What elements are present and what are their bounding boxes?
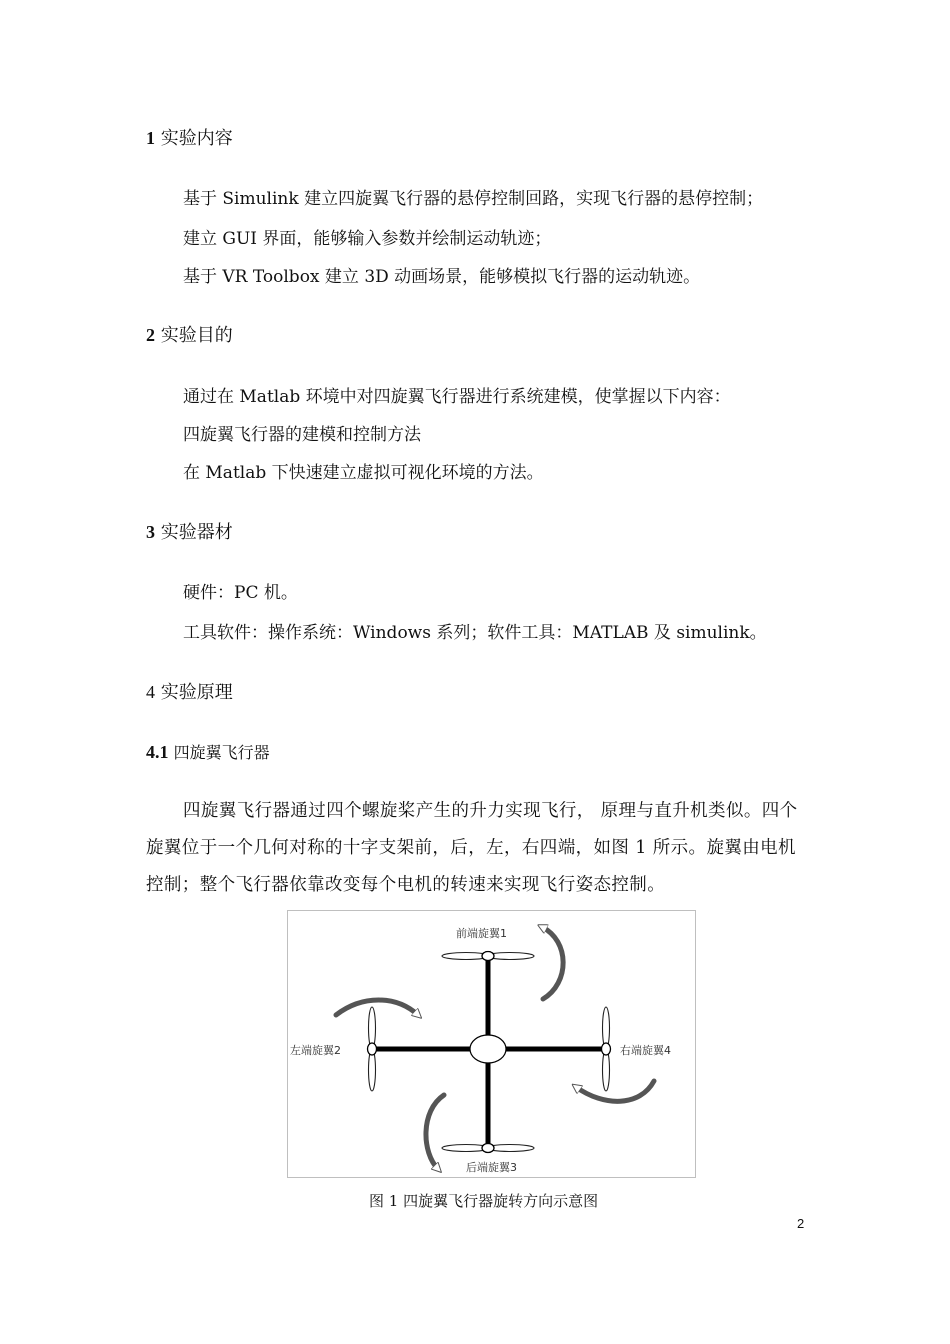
center-body bbox=[470, 1035, 506, 1063]
right-rotor bbox=[602, 1007, 611, 1091]
s2-line-3: 在 Matlab 下快速建立虚拟可视化环境的方法。 bbox=[183, 463, 544, 483]
section-3-title: 实验器材 bbox=[160, 522, 233, 543]
section-2-number: 2 bbox=[146, 325, 155, 345]
s1-line-3: 基于 VR Toolbox 建立 3D 动画场景，能够模拟飞行器的运动轨迹。 bbox=[183, 267, 701, 287]
section-4-number: 4 bbox=[146, 682, 155, 702]
section-1-title: 实验内容 bbox=[160, 128, 233, 149]
s3-line-2: 工具软件：操作系统：Windows 系列；软件工具：MATLAB 及 simulink。 bbox=[183, 623, 767, 643]
s2-line-1: 通过在 Matlab 环境中对四旋翼飞行器进行系统建模，使掌握以下内容： bbox=[183, 387, 731, 407]
front-rotation-arrow bbox=[542, 927, 563, 999]
page-number: 2 bbox=[797, 1216, 805, 1231]
section-3-number: 3 bbox=[146, 522, 155, 542]
s41-paragraph: 四旋翼飞行器通过四个螺旋桨产生的升力实现飞行， 原理与直升机类似。四个旋翼位于一个几何对称的十字支架前，后，左，右四端，如图 1 所示。旋翼由电机控制；整个飞行器依靠改变每个电机的转速来实现飞行姿态控制。 bbox=[146, 801, 798, 895]
section-2-heading bbox=[146, 321, 233, 347]
right-rotation-arrow bbox=[576, 1081, 654, 1101]
rear-rotor bbox=[442, 1144, 534, 1153]
section-2-title: 实验目的 bbox=[160, 325, 233, 346]
s1-line-2: 建立 GUI 界面，能够输入参数并绘制运动轨迹； bbox=[183, 229, 552, 249]
section-1-heading bbox=[146, 124, 233, 150]
s1-line-1: 基于 Simulink 建立四旋翼飞行器的悬停控制回路，实现飞行器的悬停控制； bbox=[183, 189, 764, 209]
s3-line-1: 硬件：PC 机。 bbox=[183, 583, 298, 603]
rear-rotation-arrow bbox=[426, 1095, 444, 1169]
left-rotation-arrow bbox=[336, 1000, 418, 1015]
figure-caption: 图 1 四旋翼飞行器旋转方向示意图 bbox=[369, 1192, 599, 1210]
front-rotor-label: 前端旋翼1 bbox=[456, 927, 507, 940]
section-3-heading bbox=[146, 518, 233, 544]
section-1-number: 1 bbox=[146, 128, 155, 148]
quadrotor-diagram bbox=[288, 911, 695, 1177]
front-rotor bbox=[442, 952, 534, 961]
section-4-1-title: 四旋翼飞行器 bbox=[173, 743, 270, 762]
rear-rotor-label: 后端旋翼3 bbox=[466, 1161, 517, 1174]
left-rotor-label: 左端旋翼2 bbox=[290, 1044, 341, 1057]
section-4-title: 实验原理 bbox=[160, 682, 233, 703]
s2-line-2: 四旋翼飞行器的建模和控制方法 bbox=[183, 425, 421, 445]
section-4-1-heading bbox=[146, 740, 270, 763]
section-4-1-number: 4.1 bbox=[146, 742, 169, 762]
left-rotor bbox=[368, 1007, 377, 1091]
right-rotor-label: 右端旋翼4 bbox=[620, 1044, 671, 1057]
section-4-heading bbox=[146, 678, 233, 704]
figure-quadrotor bbox=[287, 910, 696, 1178]
